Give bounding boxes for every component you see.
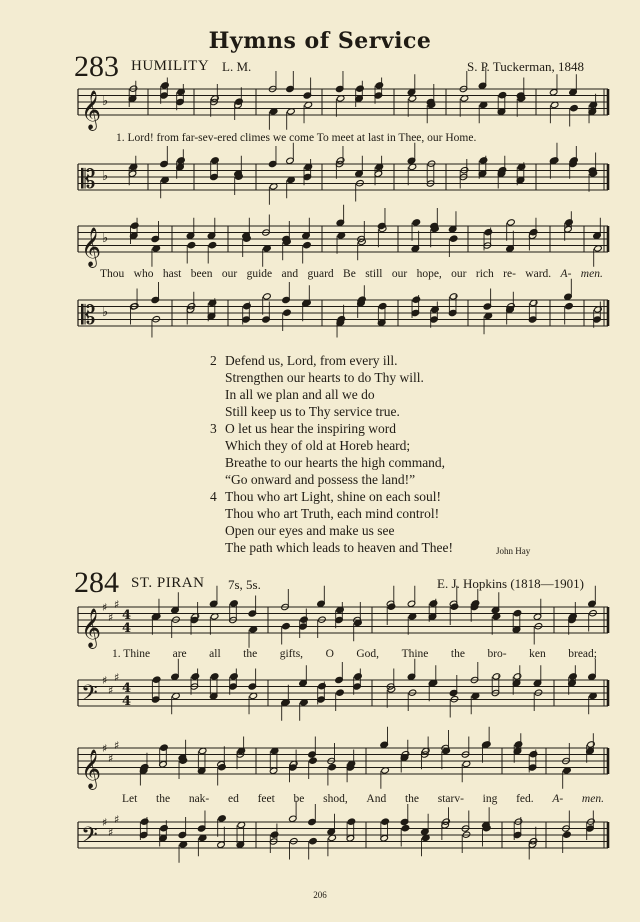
lyric-word: our [391, 268, 408, 280]
sharp-icon: ♯ [102, 816, 108, 829]
lyric-line-283-1: 1. Lord! from far-sev-ered climes we come To meet at last in Thee, our Home. [116, 132, 477, 144]
stanza-line: O let us hear the inspiring word [225, 421, 396, 436]
tune-name-284: ST. PIRAN [131, 575, 205, 591]
page-number: 206 [313, 890, 327, 900]
lyric-word: ed [227, 793, 239, 805]
lyric-word: the [243, 648, 258, 660]
sharp-icon: ♯ [108, 610, 114, 624]
lyric-word: Be [343, 268, 356, 280]
clef-icon: 𝄢 [81, 681, 98, 711]
lyric-word: ken [529, 648, 546, 660]
sharp-icon: ♯ [114, 597, 120, 611]
lyric-word: the [450, 648, 465, 660]
lyric-word: Thou [100, 268, 125, 280]
lyric-word: are [172, 648, 187, 660]
tune-name-283: HUMILITY [131, 58, 210, 74]
lyric-word: men. [580, 268, 603, 280]
stanza-line: Breathe to our hearts the high command, [225, 455, 446, 470]
sharp-icon: ♯ [102, 674, 108, 687]
lyric-word: bro- [487, 648, 507, 660]
clef-icon: 𝄞 [81, 227, 102, 267]
flat-icon: ♭ [102, 231, 109, 246]
lyric-word: starv- [437, 793, 464, 805]
sharp-icon: ♯ [114, 812, 120, 826]
flat-icon: ♭ [102, 94, 109, 109]
sharp-icon: ♯ [108, 751, 114, 765]
lyric-word: And [366, 793, 387, 805]
time-signature: 4 [122, 681, 132, 696]
lyric-word: fed. [516, 793, 534, 805]
clef-icon: 𝄡 [81, 165, 96, 195]
lyric-word: hast [162, 268, 182, 280]
lyric-word: nak- [188, 793, 210, 805]
lyric-word: our [451, 268, 467, 280]
lyric-word: guide [246, 268, 273, 280]
sharp-icon: ♯ [114, 738, 120, 752]
lyric-word: Let [122, 793, 138, 805]
lyric-word: our [221, 268, 238, 280]
clef-icon: 𝄡 [81, 301, 96, 331]
stanza-line: Still keep us to Thy service true. [225, 404, 400, 419]
clef-icon: 𝄞 [81, 608, 102, 648]
lyric-word: been [190, 268, 213, 280]
note-head [218, 815, 227, 822]
lyric-word: gifts, [279, 648, 304, 660]
sharp-icon: ♯ [114, 670, 120, 684]
lyric-word: still [365, 268, 383, 280]
lyric-word: rich [475, 268, 494, 280]
lyric-word: guard [307, 268, 334, 280]
hymn-number-284: 284 [74, 566, 119, 599]
lyric-word: hope, [416, 268, 442, 280]
stanza-line: Defend us, Lord, from every ill. [225, 353, 398, 368]
time-signature: 4 [122, 621, 132, 636]
lyric-word: ing [482, 793, 498, 805]
sharp-icon: ♯ [102, 742, 108, 755]
stanza-line: Thou who art Light, shine on each soul! [225, 489, 441, 504]
stanza-line: Which they of old at Horeb heard; [225, 438, 411, 453]
note-head [401, 824, 410, 831]
lyric-word: 1. Thine [112, 648, 151, 660]
page-title: Hymns of Service [208, 28, 432, 54]
stanza-line: The path which leads to heaven and Thee! [225, 540, 454, 555]
lyric-word: feet [257, 793, 275, 805]
lyric-word: all [209, 648, 221, 660]
time-signature: 4 [122, 694, 132, 709]
lyric-word: God, [356, 648, 380, 660]
flat-icon: ♭ [102, 305, 109, 320]
meter-284: 7s, 5s. [228, 577, 261, 592]
lyric-word: bread; [568, 648, 597, 660]
note-head [309, 837, 318, 844]
sharp-icon: ♯ [108, 683, 114, 697]
note-head [563, 831, 572, 838]
clef-icon: 𝄢 [81, 823, 98, 853]
note-head [347, 818, 356, 825]
lyric-word: men. [581, 793, 604, 805]
stanza-line: Open our eyes and make us see [225, 523, 395, 538]
stanza-number: 3 [210, 421, 217, 436]
note-head [160, 824, 169, 831]
lyric-word: A- [552, 793, 564, 805]
lyric-word: the [156, 793, 171, 805]
lyric-word: be [293, 793, 305, 805]
author-credit: John Hay [496, 546, 531, 556]
lyric-word: and [281, 268, 299, 280]
lyric-word: who [133, 268, 154, 280]
stanza-line: Thou who art Truth, each mind control! [225, 506, 440, 521]
lyric-word: O [325, 648, 334, 660]
composer-284: E. J. Hopkins (1818—1901) [437, 576, 584, 591]
clef-icon: 𝄞 [81, 90, 102, 130]
flat-icon: ♭ [102, 169, 109, 184]
note-head [381, 818, 390, 825]
meter-283: L. M. [222, 59, 252, 74]
clef-icon: 𝄞 [81, 749, 102, 789]
stanza-line: “Go onward and possess the land!” [225, 472, 416, 487]
lyric-word: ward. [525, 268, 552, 280]
stanza-line: In all we plan and all we do [225, 387, 375, 402]
sharp-icon: ♯ [108, 825, 114, 839]
lyric-word: shod, [323, 793, 348, 805]
note-head [140, 818, 149, 825]
lyric-word: Thine [401, 648, 429, 660]
composer-283: S. P. Tuckerman, 1848 [466, 59, 584, 74]
stanza-number: 4 [210, 489, 217, 504]
hymn-number-283: 283 [74, 50, 119, 83]
stanza-line: Strengthen our hearts to do Thy will. [225, 370, 424, 385]
time-signature: 4 [122, 608, 132, 623]
lyric-word: A- [560, 268, 572, 280]
note-head [270, 831, 279, 838]
lyric-word: the [404, 793, 420, 805]
lyric-word: re- [503, 268, 516, 280]
stanza-number: 2 [210, 353, 217, 368]
sharp-icon: ♯ [102, 601, 108, 614]
